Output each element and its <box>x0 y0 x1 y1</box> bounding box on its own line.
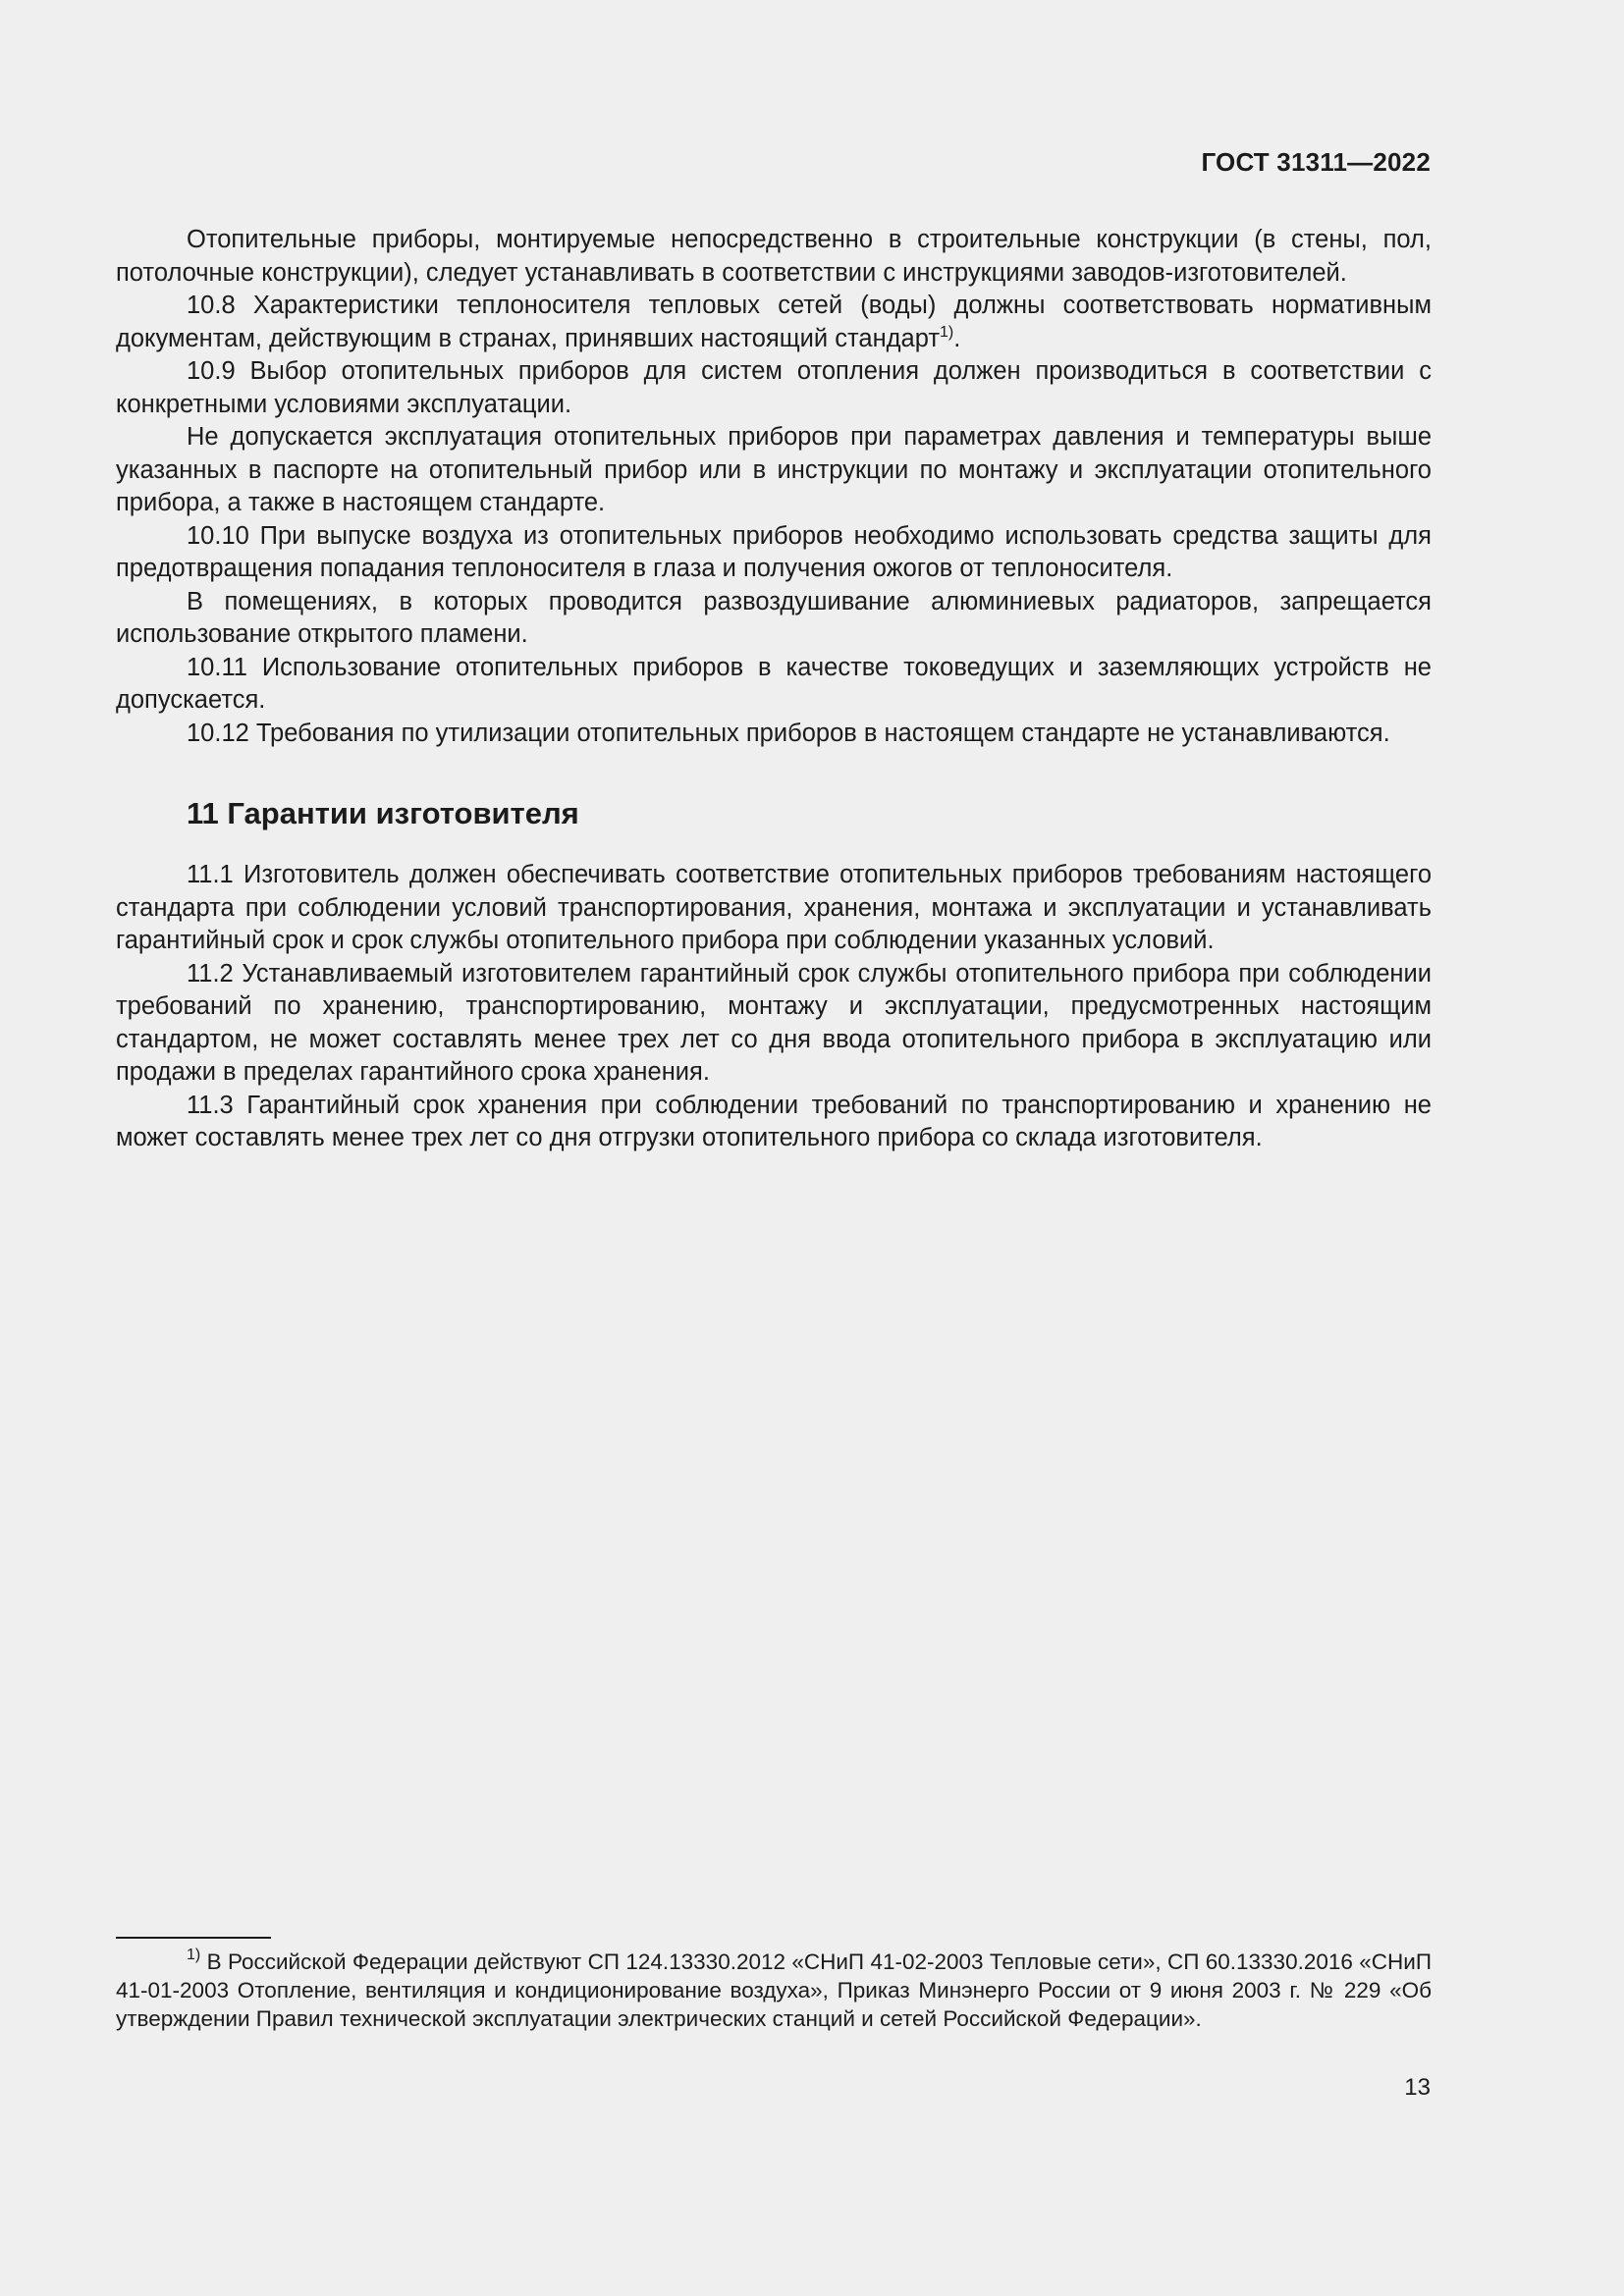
paragraph-10-8-end: . <box>953 324 961 352</box>
page-number: 13 <box>1404 2074 1431 2101</box>
paragraph-11-1: 11.1 Изготовитель должен обеспечивать соответствие отопительных приборов требованиям настоящего стандарта при соблюдении условий транспортирования, хранения, монтажа и эксплуатации и устанавливать гарантийный срок и срок службы отопительного прибора при соблюдении указанных условий. <box>116 861 1432 954</box>
paragraph-10-10: 10.10 При выпуске воздуха из отопительных приборов необходимо использовать средства защиты для предотвращения попадания теплоносителя в глаза и получения ожогов от теплоносителя. <box>116 521 1432 582</box>
footnote-reference[interactable]: 1) <box>940 323 954 341</box>
footnote-separator <box>116 1937 271 1939</box>
paragraph-operation-restriction: Не допускается эксплуатация отопительных приборов при параметрах давления и температуры выше указанных в паспорте на отопительный прибор или в инструкции по монтажу и эксплуатации отопительного прибора, а также в настоящем стандарте. <box>116 423 1432 516</box>
paragraph-10-8-text: 10.8 Характеристики теплоносителя тепловых сетей (воды) должны соответствовать нормативным документам, действующим в странах, принявших настоящий стандарт <box>116 292 1432 352</box>
footnote-text: В Российской Федерации действуют СП 124.13330.2012 «СНиП 41-02-2003 Тепловые сети», СП 60.13330.2016 «СНиП 41-01-2003 Отопление, вентиляция и кондиционирование воздуха», Приказ Минэнерго России от 9 июня 2003 г. № 229 «Об утверждении Правил технической эксплуатации электрических станций и сетей Российской Федерации». <box>116 1949 1432 2031</box>
section-heading-11: 11 Гарантии изготовителя <box>187 796 579 830</box>
paragraph-11-2: 11.2 Устанавливаемый изготовителем гарантийный срок службы отопительного прибора при соблюдении требований по хранению, транспортированию, монтажу и эксплуатации, предусмотренных настоящим стандартом, не может составлять менее трех лет со дня ввода отопительного прибора в эксплуатацию или продажи в пределах гарантийного срока хранения. <box>116 959 1432 1086</box>
footnote-marker: 1) <box>187 1947 201 1963</box>
footnote <box>116 1948 1432 2033</box>
document-header-standard: ГОСТ 31311—2022 <box>1201 147 1431 177</box>
paragraph-10-12: 10.12 Требования по утилизации отопительных приборов в настоящем стандарте не устанавливаются. <box>187 719 1390 747</box>
paragraph-10-9: 10.9 Выбор отопительных приборов для систем отопления должен производиться в соответствии с конкретными условиями эксплуатации. <box>116 357 1432 418</box>
paragraph-open-flame-prohibition: В помещениях, в которых проводится развоздушивание алюминиевых радиаторов, запрещается использование открытого пламени. <box>116 587 1432 648</box>
paragraph-10-11: 10.11 Использование отопительных приборов в качестве токоведущих и заземляющих устройств не допускается. <box>116 653 1432 714</box>
paragraph-10-8 <box>116 290 1432 355</box>
paragraph-heating-devices-installation: Отопительные приборы, монтируемые непосредственно в строительные конструкции (в стены, пол, потолочные конструкции), следует устанавливать в соответствии с инструкциями заводов-изготовителей. <box>116 226 1432 287</box>
paragraph-11-3: 11.3 Гарантийный срок хранения при соблюдении требований по транспортированию и хранению не может составлять менее трех лет со дня отгрузки отопительного прибора со склада изготовителя. <box>116 1091 1432 1151</box>
main-content <box>116 224 1432 1155</box>
